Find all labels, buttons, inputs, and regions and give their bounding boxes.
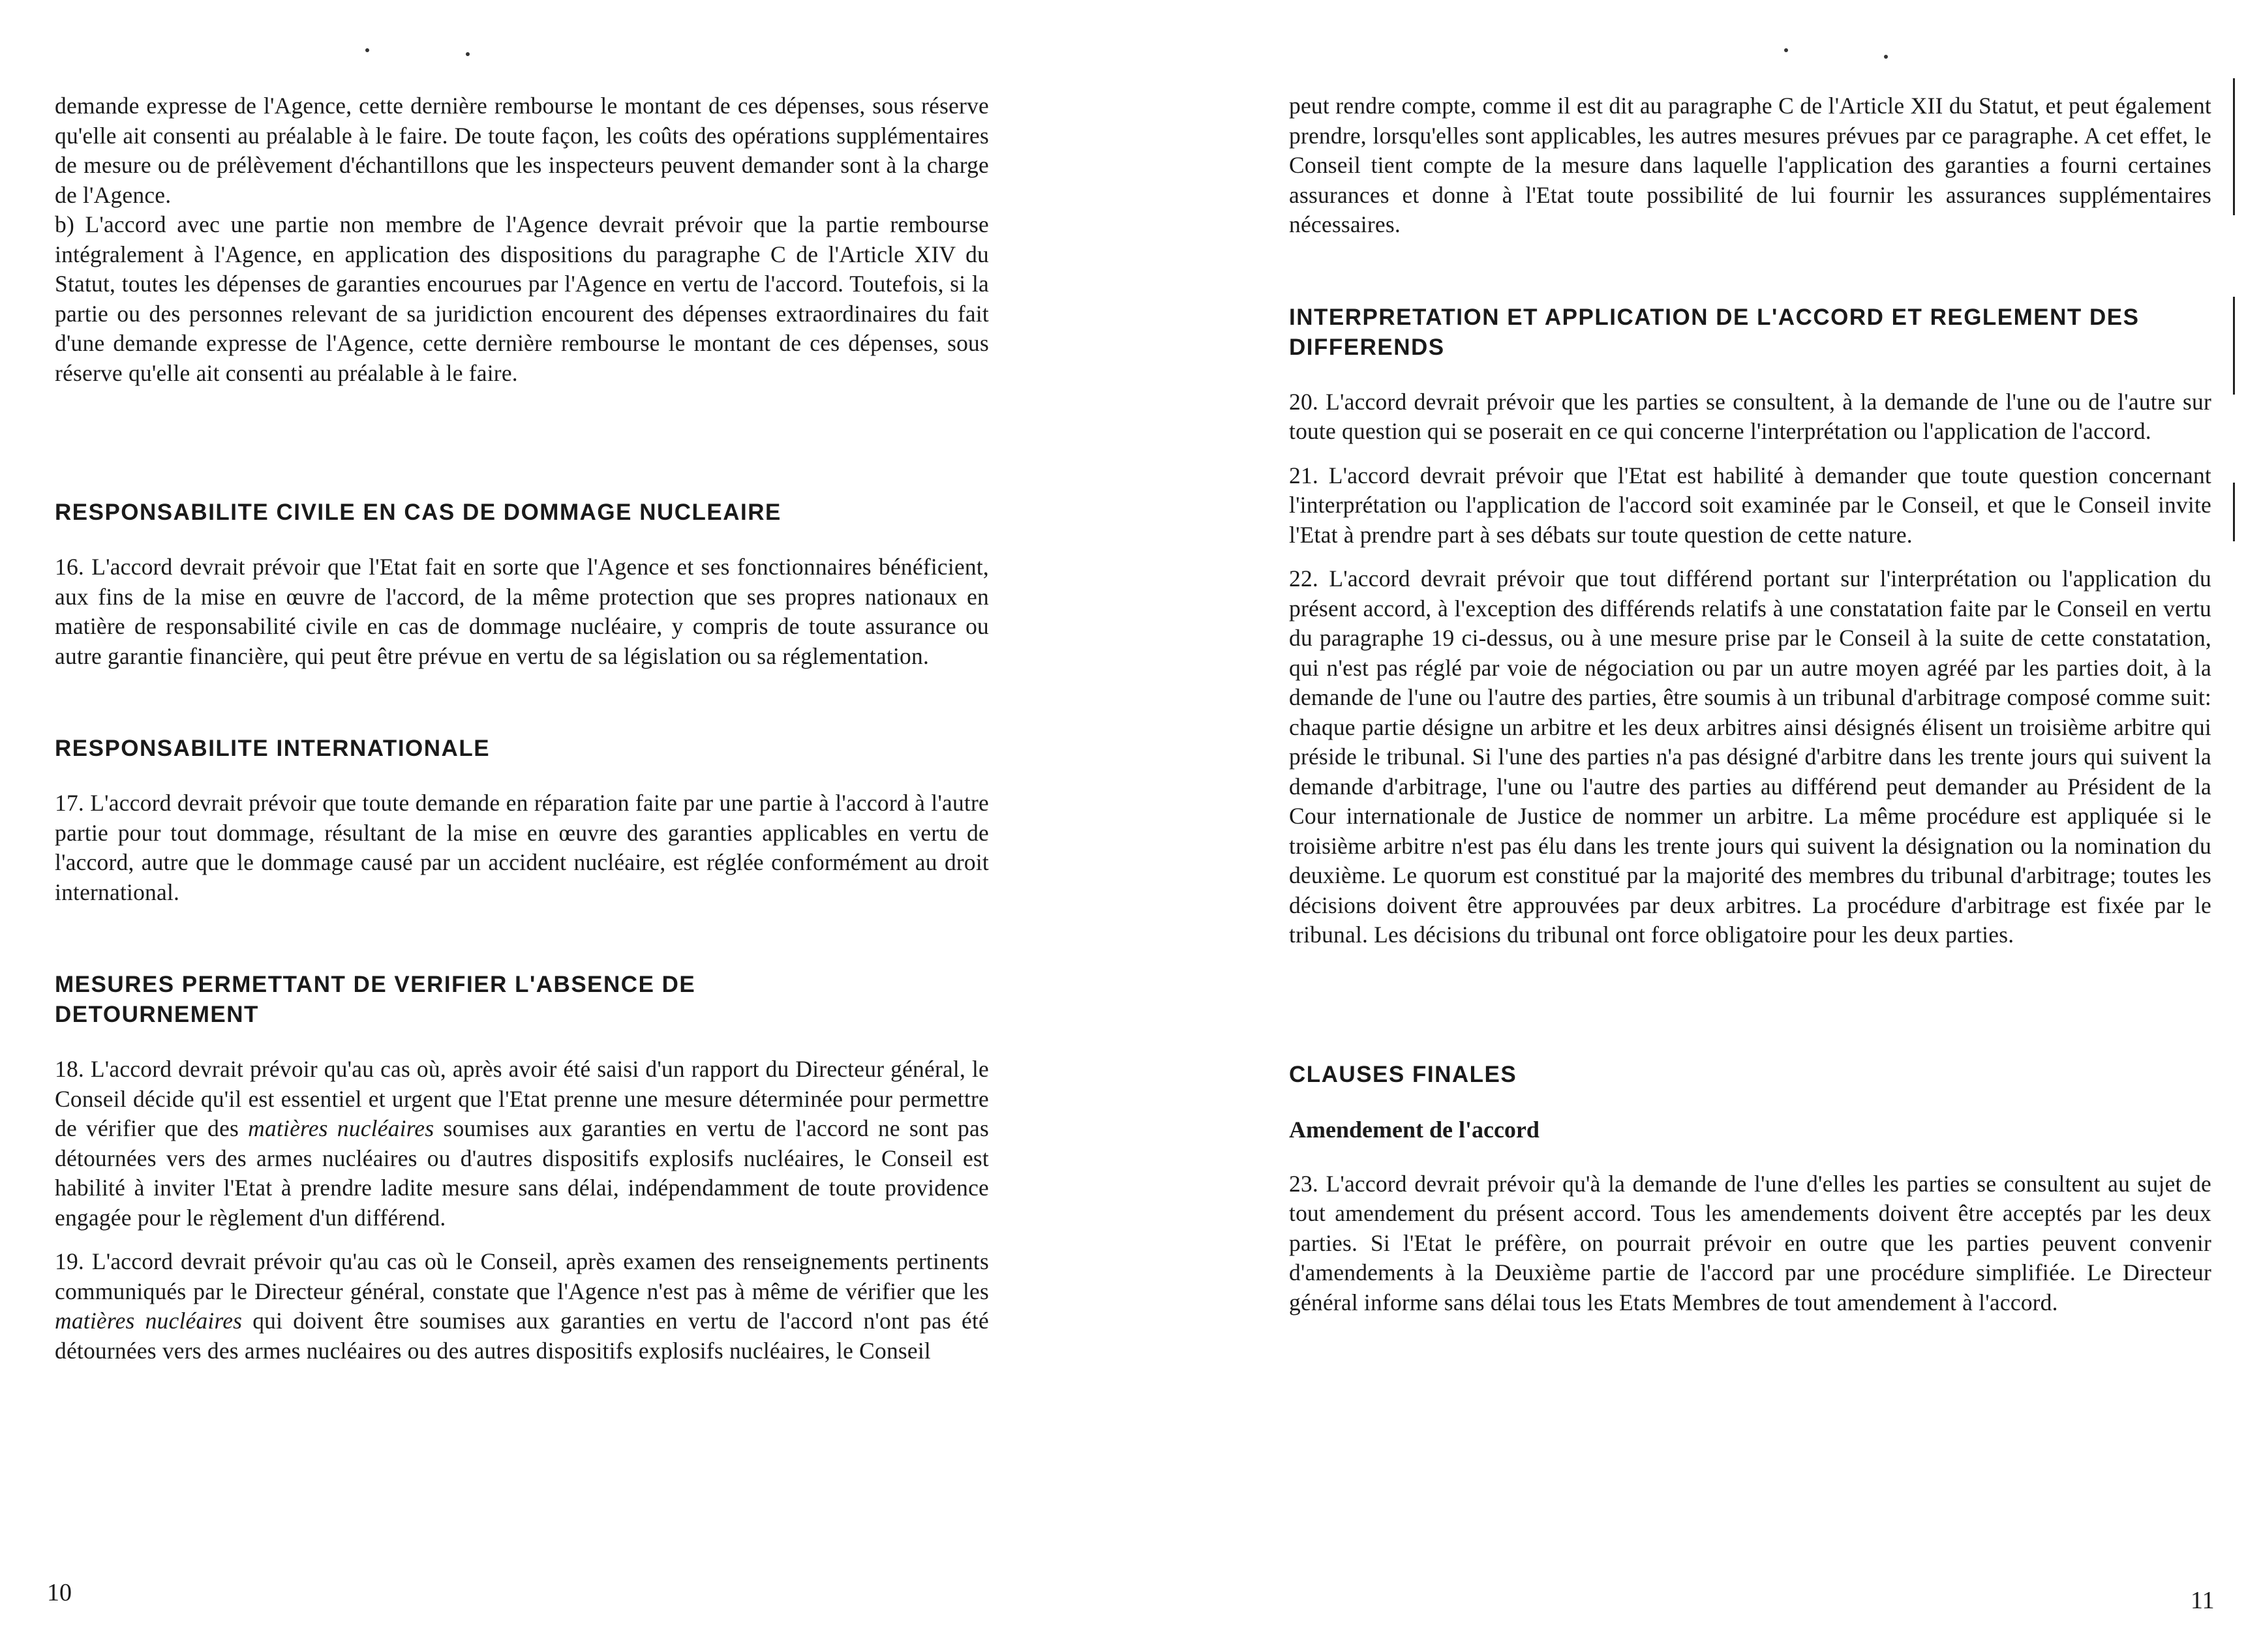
- emphasis-nuclear-material: matières nucléaires: [55, 1308, 243, 1334]
- paragraph-21: 21. L'accord devrait prévoir que l'Etat est habilité à demander que toute question concernant l'interprétation ou l'application de l'accord soit examinée par le Conseil, et que le Conseil invite l'Etat à prendre part à ses débats sur toute question de cette nature.: [1289, 462, 2211, 548]
- paragraph-16: 16. L'accord devrait prévoir que l'Etat fait en sorte que l'Agence et ses fonctionnaires bénéficient, aux fins de la mise en œuvre de l'accord, de la même protection que ses propres nationaux en matière de responsabilité civile en cas de dommage nucléaire, y compris de toute assurance ou autre garantie financière, qui peut être prévue en vertu de sa législation ou sa réglementation.: [55, 554, 989, 669]
- paragraph-15a-continuation: demande expresse de l'Agence, cette dernière rembourse le montant de ces dépenses, sous réserve qu'elle ait consenti au préalable à le faire. De toute façon, les coûts des opérations supplémentaires de mesure ou de prélèvement d'échantillons que les inspecteurs peuvent demander sont à la charge de l'Agence.: [55, 93, 989, 208]
- emphasis-nuclear-material: matières nucléaires: [248, 1115, 434, 1141]
- page-number-right: 11: [2191, 1587, 2215, 1614]
- right-page: [1130, 0, 2261, 1652]
- right-page-text-column: [1289, 91, 2211, 1317]
- scan-speck: [1884, 55, 1888, 59]
- scan-speck: [1784, 48, 1788, 52]
- scan-speck: [466, 52, 470, 56]
- heading-verification-line-2: DETOURNEMENT: [55, 1002, 259, 1027]
- scan-edge-mark: [2233, 78, 2235, 215]
- heading-international-liability: RESPONSABILITE INTERNATIONALE: [55, 736, 491, 761]
- scan-speck: [365, 48, 369, 52]
- left-page-text-column: [55, 91, 989, 1366]
- paragraph-17: 17. L'accord devrait prévoir que toute demande en réparation faite par une partie à l'accord à l'autre partie pour tout dommage, résultant de la mise en œuvre des garanties applicables en vertu de l'accord, autre que le dommage causé par un accident nucléaire, est réglée conformément au droit international.: [55, 790, 989, 905]
- page-number-left: 10: [47, 1579, 72, 1606]
- heading-verification-measures: [55, 970, 989, 1030]
- paragraph-20: 20. L'accord devrait prévoir que les parties se consultent, à la demande de l'une ou de l'autre sur toute question qui se poserait en ce qui concerne l'interprétation ou l'application de l'accord.: [1289, 388, 2211, 444]
- paragraph-19-continuation: peut rendre compte, comme il est dit au paragraphe C de l'Article XII du Statut, et peut également prendre, lorsqu'elles sont applicables, les autres mesures prévues par ce paragraphe. A cet effet, le Conseil tient compte de la mesure dans laquelle l'application des garanties a fourni certaines assurances et donne à l'Etat toute possibilité de lui fournir les assurances supplémentaires nécessaires.: [1289, 93, 2211, 237]
- heading-interpretation-disputes: INTERPRETATION ET APPLICATION DE L'ACCORD ET REGLEMENT DES DIFFERENDS: [1289, 304, 2140, 360]
- paragraph-15b: b) L'accord avec une partie non membre de l'Agence devrait prévoir que la partie rembourse intégralement à l'Agence, en application des dispositions du paragraphe C de l'Article XIV du Statut, toutes les dépenses de garanties encourues par l'Agence en vertu de l'accord. Toutefois, si la partie ou des personnes relevant de sa juridiction encourent des dépenses extraordinaires du fait d'une demande expresse de l'Agence, cette dernière rembourse le montant de ces dépenses, sous réserve qu'elle ait consenti au préalable à le faire.: [55, 211, 989, 386]
- left-page: [0, 0, 1130, 1652]
- paragraph-18: 18. L'accord devrait prévoir qu'au cas où, après avoir été saisi d'un rapport du Directeur général, le Conseil décide qu'il est essentiel et urgent que l'Etat prenne une mesure déterminée pour permettre de vérifier que des matières nucléaires soumises aux garanties en vertu de l'accord ne sont pas détournées vers des armes nucléaires ou d'autres dispositifs explosifs nucléaires, le Conseil est habilité à inviter l'Etat à prendre ladite mesure sans délai, indépendamment de toute providence engagée pour le règlement d'un différend.: [55, 1056, 989, 1231]
- subheading-amendment: Amendement de l'accord: [1289, 1116, 1540, 1143]
- heading-civil-liability: RESPONSABILITE CIVILE EN CAS DE DOMMAGE NUCLEAIRE: [55, 500, 781, 525]
- scan-edge-mark: [2233, 297, 2235, 395]
- paragraph-23: 23. L'accord devrait prévoir qu'à la demande de l'une d'elles les parties se consultent au sujet de tout amendement du présent accord. Tous les amendements doivent être acceptés par les deux parties. Si l'Etat le préfère, on pourrait prévoir en outre que les parties peuvent convenir d'amendements à la Deuxième partie de l'accord par une procédure simplifiée. Le Directeur général informe sans délai tous les Etats Membres de tout amendement à l'accord.: [1289, 1170, 2211, 1315]
- heading-verification-line-1: MESURES PERMETTANT DE VERIFIER L'ABSENCE DE: [55, 972, 696, 997]
- heading-final-clauses: CLAUSES FINALES: [1289, 1061, 1517, 1087]
- page-gutter: [1127, 0, 1129, 1652]
- paragraph-22: 22. L'accord devrait prévoir que tout différend portant sur l'interprétation ou l'application du présent accord, à l'exception des différends relatifs à une constatation faite par le Conseil en vertu du paragraphe 19 ci-dessus, ou à une mesure prise par le Conseil à la suite de cette constatation, qui n'est pas réglé par voie de négociation ou par un autre moyen agréé par les parties doit, à la demande de l'une ou l'autre des parties, être soumis à un tribunal d'arbitrage composé comme suit: chaque partie désigne un arbitre et les deux arbitres ainsi désignés élisent un troisième arbitre qui préside le tribunal. Si l'une des parties n'a pas désigné d'arbitre dans les trente jours qui suivent la demande d'arbitrage, l'une ou l'autre des parties au différend peut demander au Président de la Cour internationale de Justice de nommer un arbitre. La même procédure est appliquée si le troisième arbitre n'est pas élu dans les trente jours qui suivent la désignation ou la nomination du deuxième. Le quorum est constitué par la majorité des membres du tribunal d'arbitrage; toutes les décisions doivent être approuvées par deux arbitres. La procédure d'arbitrage est fixée par le tribunal. Les décisions du tribunal ont force obligatoire pour les deux parties.: [1289, 565, 2211, 948]
- scan-edge-mark: [2233, 483, 2235, 541]
- paragraph-19: 19. L'accord devrait prévoir qu'au cas où le Conseil, après examen des renseignements pertinents communiqués par le Directeur général, constate que l'Agence n'est pas à même de vérifier que les matières nucléaires qui doivent être soumises aux garanties en vertu de l'accord n'ont pas été détournées vers des armes nucléaires ou des autres dispositifs explosifs nucléaires, le Conseil: [55, 1248, 989, 1364]
